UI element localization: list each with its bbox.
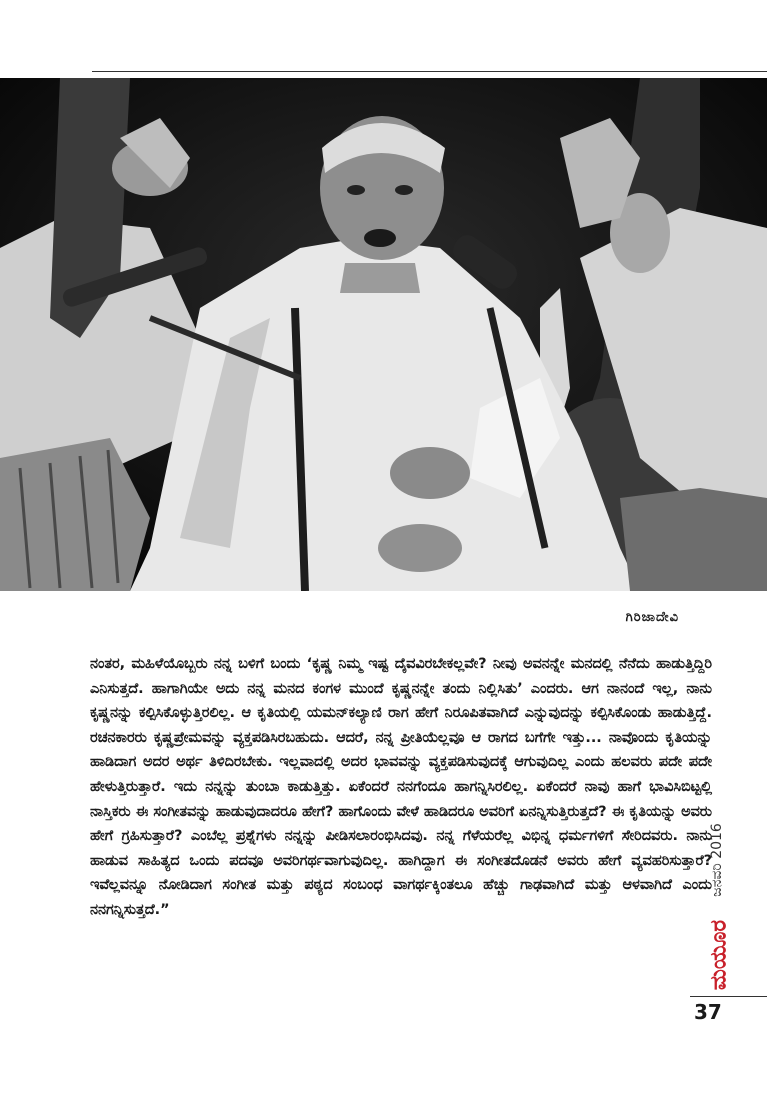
performance-photo (0, 78, 767, 591)
article-body (90, 652, 712, 923)
photo-caption: ಗಿರಿಜಾದೇವಿ (625, 610, 679, 625)
photo-illustration (0, 78, 767, 591)
top-rule (92, 71, 767, 72)
magazine-logo (704, 919, 734, 991)
magazine-logo-text: ಮಯೂರ (706, 919, 732, 991)
page-number: 37 (694, 1000, 722, 1024)
article-paragraph: ನಂತರ, ಮಹಿಳೆಯೊಬ್ಬರು ನನ್ನ ಬಳಿಗೆ ಬಂದು ‘ಕೃಷ್ಣ ನಿಮ್ಮ ಇಷ್ಟ ದೈವವಿರಬೇಕಲ್ಲವೇ? ನೀವು ಅವನನ್ನೇ ಮನದಲ್ಲಿ ನೆನೆದು ಹಾಡುತ್ತಿದ್ದಿರಿ ಎನಿಸುತ್ತದೆ. ಹಾಗಾಗಿಯೇ ಅದು ನನ್ನ ಮನದ ಕಂಗಳ ಮುಂದೆ ಕೃಷ್ಣನನ್ನೇ ತಂದು ನಿಲ್ಲಿಸಿತು’ ಎಂದರು. ಆಗ ನಾನಂದೆ ಇಲ್ಲ, ನಾನು ಕೃಷ್ಣನನ್ನು ಕಲ್ಪಿಸಿಕೊಳ್ಳುತ್ತಿರಲಿಲ್ಲ. ಆ ಕೃತಿಯಲ್ಲಿ ಯಮನ್‌ಕಲ್ಯಾಣಿ ರಾಗ ಹೇಗೆ ನಿರೂಪಿತವಾಗಿದೆ ಎನ್ನುವುದನ್ನು ಕಲ್ಪಿಸಿಕೊಂಡು ಹಾಡುತ್ತಿದ್ದೆ. ರಚನಕಾರರು ಕೃಷ್ಣಪ್ರೇಮವನ್ನು ವ್ಯಕ್ತಪಡಿಸಿರಬಹುದು. ಆದರೆ, ನನ್ನ ಪ್ರೀತಿಯೆಲ್ಲವೂ ಆ ರಾಗದ ಬಗೆಗೇ ಇತ್ತು... ನಾವೊಂದು ಕೃತಿಯನ್ನು ಹಾಡಿದಾಗ ಅದರ ಅರ್ಥ ತಿಳಿದಿರಬೇಕು. ಇಲ್ಲವಾದಲ್ಲಿ ಅದರ ಭಾವವನ್ನು ವ್ಯಕ್ತಪಡಿಸುವುದಕ್ಕೆ ಆಗುವುದಿಲ್ಲ ಎಂದು ಹಲವರು ಪದೇ ಪದೇ ಹೇಳುತ್ತಿರುತ್ತಾರೆ. ಇದು ನನ್ನನ್ನು ತುಂಬಾ ಕಾಡುತ್ತಿತ್ತು. ಏಕೆಂದರೆ ನನಗೆಂದೂ ಹಾಗನ್ನಿಸಿರಲಿಲ್ಲ. ಏಕೆಂದರೆ ನಾವು ಹಾಗೆ ಭಾವಿಸಿಬಿಟ್ಟಲ್ಲಿ ನಾಸ್ತಿಕರು ಈ ಸಂಗೀತವನ್ನು ಹಾಡುವುದಾದರೂ ಹೇಗೆ? ಹಾಗೊಂದು ವೇಳೆ ಹಾಡಿದರೂ ಅವರಿಗೆ ಏನನ್ನಿಸುತ್ತಿರುತ್ತದೆ? ಈ ಕೃತಿಯನ್ನು ಅವರು ಹೇಗೆ ಗ್ರಹಿಸುತ್ತಾರೆ? ಎಂಬೆಲ್ಲ ಪ್ರಶ್ನೆಗಳು ನನ್ನನ್ನು ಪೀಡಿಸಲಾರಂಭಿಸಿದವು. ನನ್ನ ಗೆಳೆಯರೆಲ್ಲ ವಿಭಿನ್ನ ಧರ್ಮಗಳಿಗೆ ಸೇರಿದವರು. ನಾನು ಹಾಡುವ ಸಾಹಿತ್ಯದ ಒಂದು ಪದವೂ ಅವರಿಗರ್ಥವಾಗುವುದಿಲ್ಲ. ಹಾಗಿದ್ದಾಗ ಈ ಸಂಗೀತದೊಡನೆ ಅವರು ಹೇಗೆ ವ್ಯವಹರಿಸುತ್ತಾರೆ? ಇವೆಲ್ಲವನ್ನೂ ನೋಡಿದಾಗ ಸಂಗೀತ ಮತ್ತು ಪಠ್ಯದ ಸಂಬಂಧ ವಾಗರ್ಥಕ್ಕಿಂತಲೂ ಹೆಚ್ಚು ಗಾಢವಾಗಿದೆ ಮತ್ತು ಆಳವಾಗಿದೆ ಎಂದು ನನಗನ್ನಿಸುತ್ತದೆ.” (90, 656, 712, 918)
issue-date (707, 805, 727, 915)
issue-date-text: ಜನವರಿ 2016 (709, 823, 725, 897)
page-number-rule (690, 996, 767, 997)
